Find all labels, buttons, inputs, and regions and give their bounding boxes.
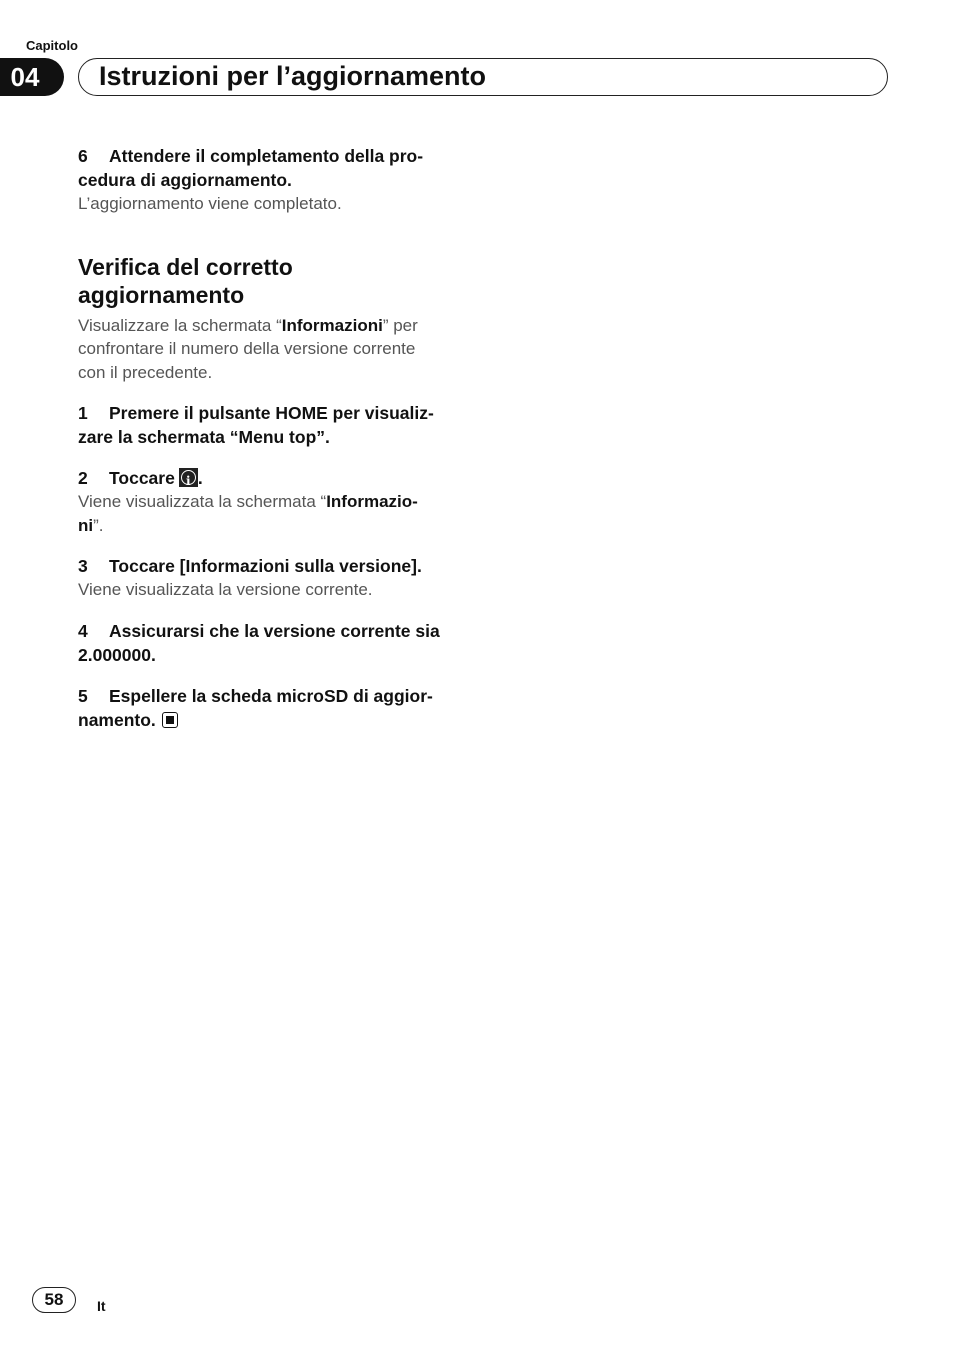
step-3 xyxy=(78,554,458,578)
main-column xyxy=(78,144,458,732)
step-1 xyxy=(78,401,458,449)
step-number: 2 xyxy=(78,468,88,488)
chapter-title-box xyxy=(78,58,888,96)
step-6-result: L’aggiornamento viene completato. xyxy=(78,194,342,213)
section-title xyxy=(78,253,458,309)
result-bold-text: Informazio- xyxy=(326,492,418,511)
intro-text: confrontare il numero della versione corrente xyxy=(78,339,416,358)
step-text: cedura di aggiornamento. xyxy=(78,170,292,190)
step-5 xyxy=(78,684,458,732)
intro-text: con il precedente. xyxy=(78,362,213,382)
step-text: Espellere la scheda microSD di aggior- xyxy=(109,685,433,706)
step-2-result xyxy=(78,490,458,537)
chapter-number-badge: 04 xyxy=(0,58,64,96)
intro-paragraph xyxy=(78,314,458,385)
step-3-result: Viene visualizzata la versione corrente. xyxy=(78,580,373,599)
step-text: Toccare xyxy=(109,468,175,488)
intro-text: Visualizzare la schermata “ xyxy=(78,315,282,335)
step-number: 5 xyxy=(78,685,88,706)
result-bold-text: ni xyxy=(78,515,94,535)
result-text: ”. xyxy=(93,515,104,535)
language-code: It xyxy=(97,1298,106,1314)
step-text: namento. xyxy=(78,709,156,730)
step-2 xyxy=(78,466,458,490)
step-6 xyxy=(78,144,458,192)
chapter-title: Istruzioni per l’aggiornamento xyxy=(99,61,487,91)
step-text: 2.000000. xyxy=(78,644,156,665)
chapter-label: Capitolo xyxy=(26,38,78,53)
info-icon xyxy=(179,468,198,487)
step-number: 1 xyxy=(78,403,88,423)
result-text: Viene visualizzata la schermata “ xyxy=(78,492,327,511)
step-text: Premere il pulsante HOME per visualiz- xyxy=(109,403,434,423)
end-mark-icon xyxy=(162,712,178,728)
section-title-line: Verifica del corretto xyxy=(78,253,293,280)
step-text: . xyxy=(197,468,203,488)
step-text: Assicurarsi che la versione corrente sia xyxy=(109,620,440,641)
step-number: 4 xyxy=(78,620,88,641)
step-4 xyxy=(78,619,458,667)
page-number: 58 xyxy=(32,1287,76,1313)
step-text: Toccare [Informazioni sulla versione]. xyxy=(109,556,422,576)
step-text: zare la schermata “Menu top”. xyxy=(78,427,330,447)
step-number: 3 xyxy=(78,556,88,576)
step-text: Attendere il completamento della pro- xyxy=(109,146,424,166)
intro-text: ” per xyxy=(382,315,418,335)
step-number: 6 xyxy=(78,146,88,166)
section-title-line: aggiornamento xyxy=(78,281,245,308)
intro-bold-text: Informazioni xyxy=(281,315,383,335)
